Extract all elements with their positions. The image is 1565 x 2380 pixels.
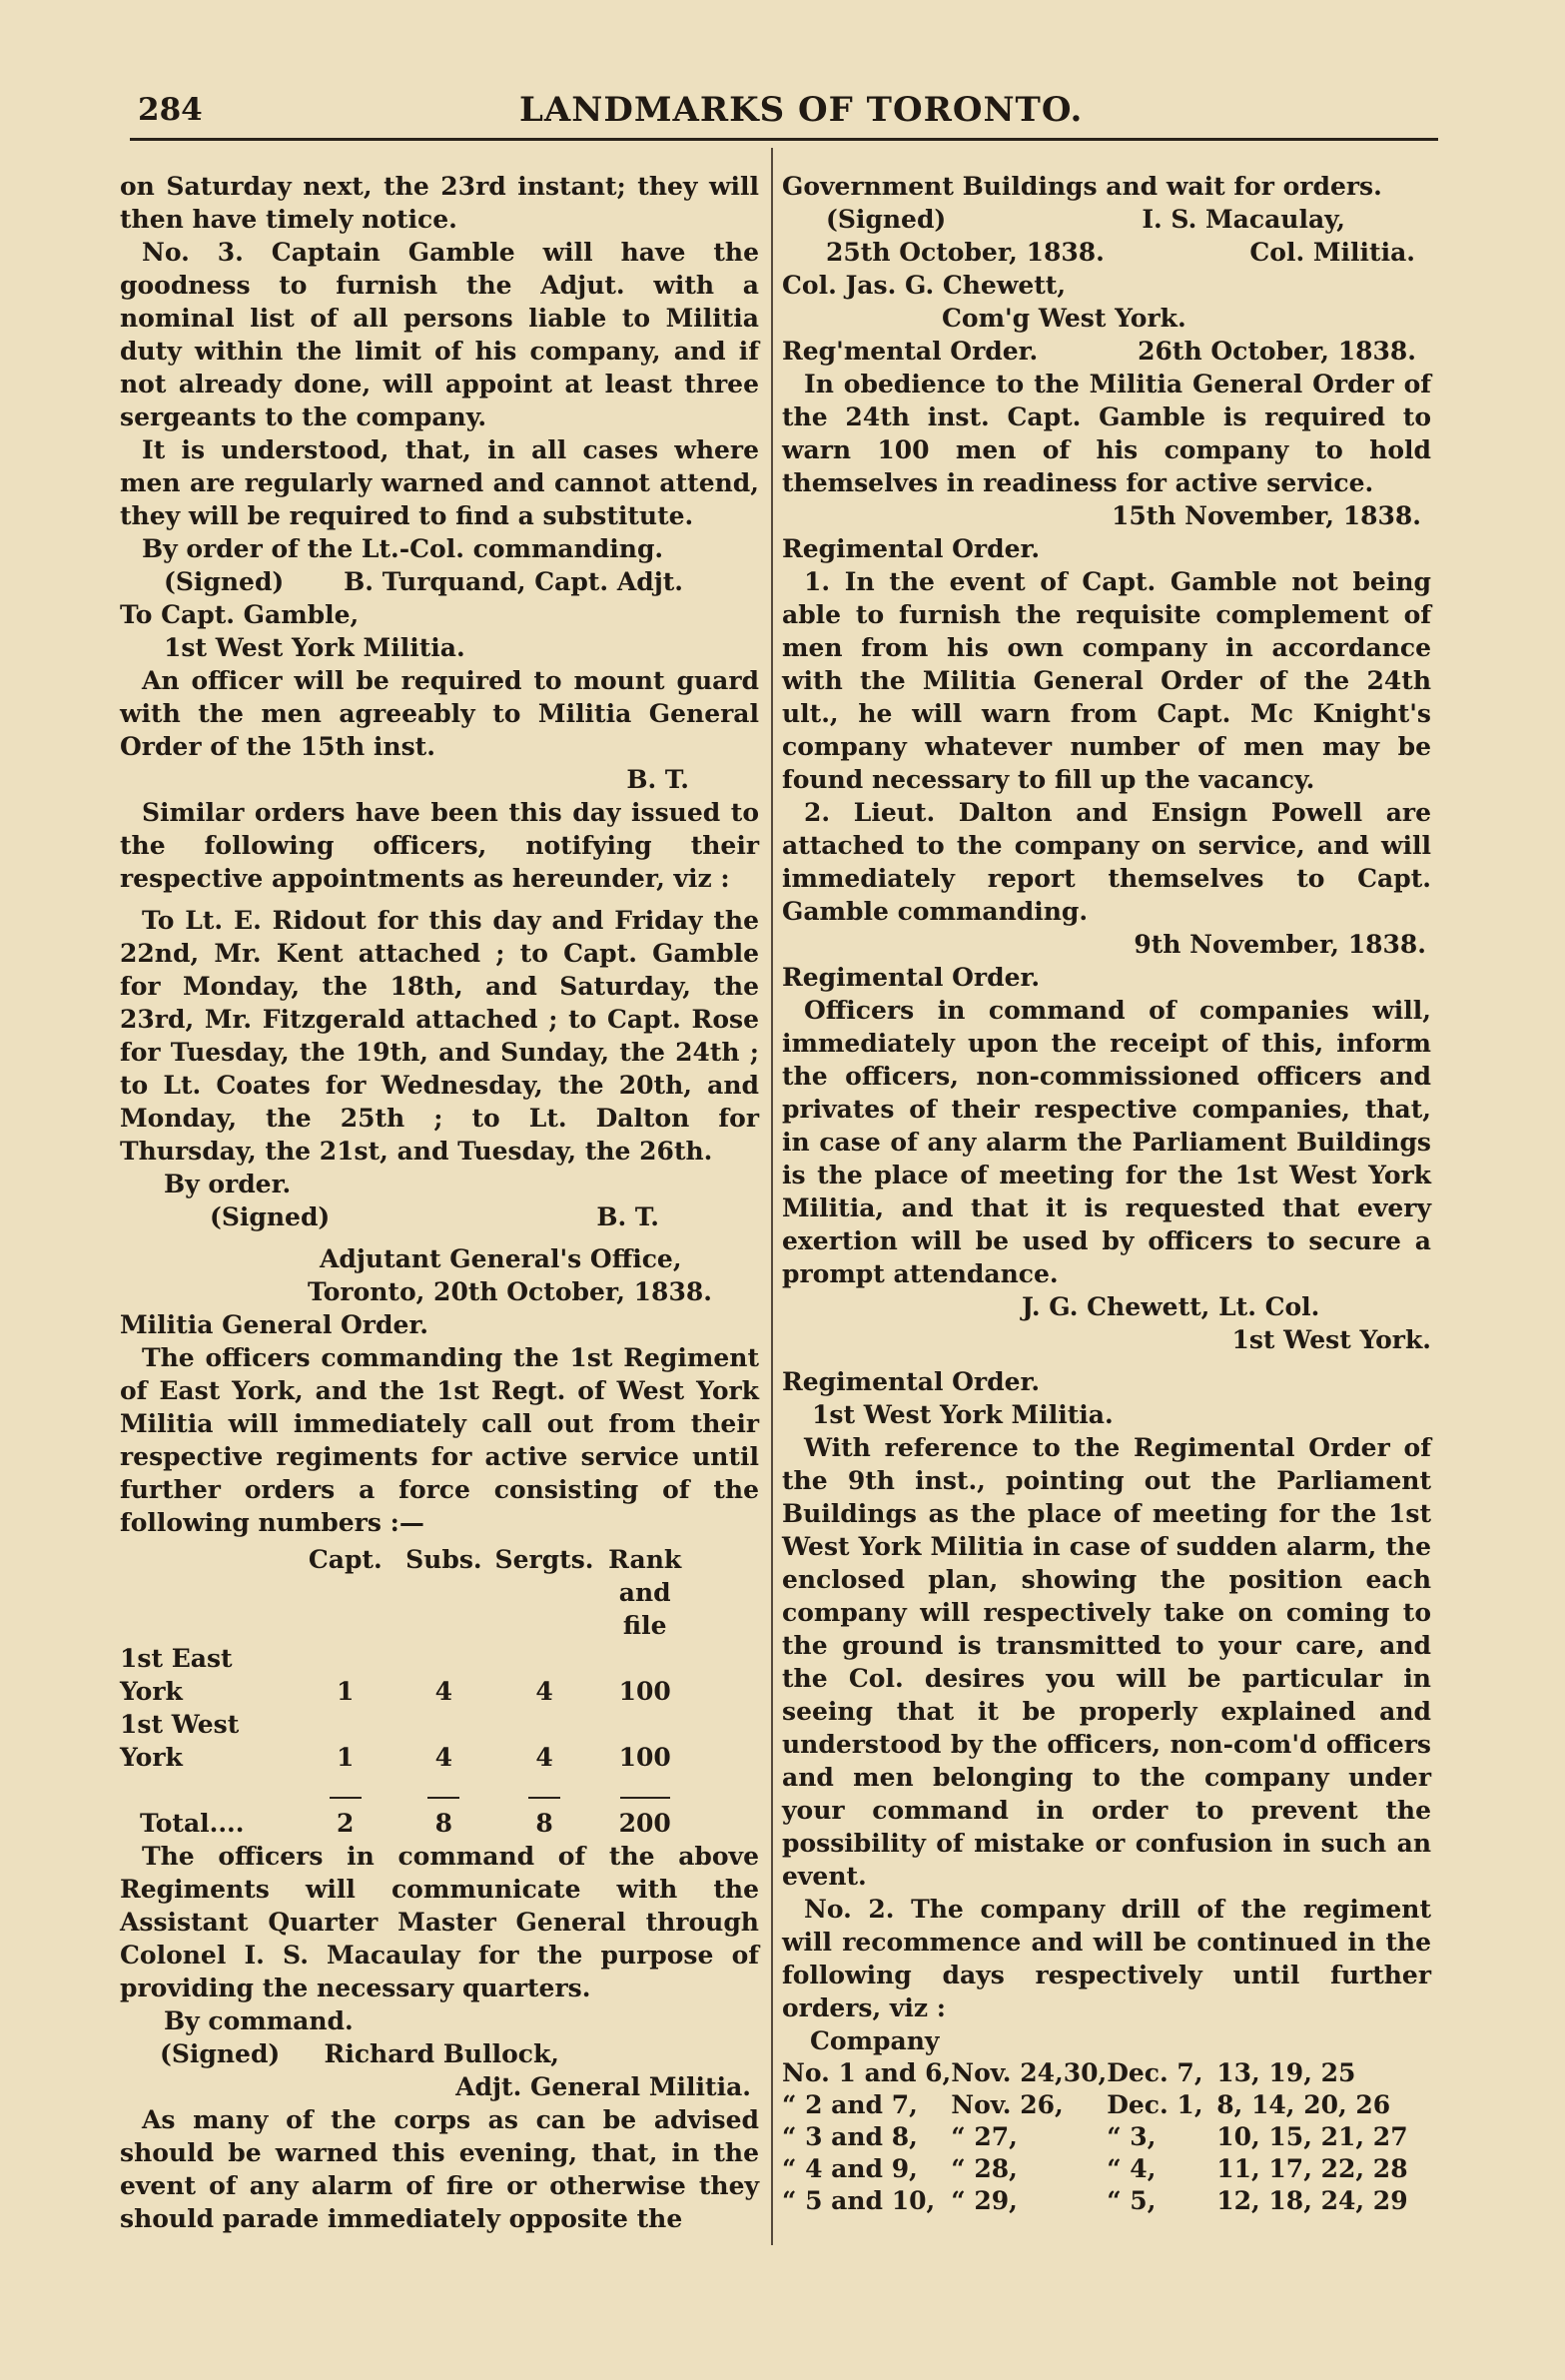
- by-order: By order.: [164, 1170, 292, 1198]
- cell: 100: [618, 1677, 671, 1706]
- drill-schedule-table: [782, 2057, 1421, 2217]
- table-header: [120, 1543, 694, 1576]
- paragraph: 2. Lieut. Dalton and Ensign Powell are attached to the company on service, and will immediately report themselves to Capt. Gamble commanding.: [782, 798, 1431, 926]
- page-header: [130, 84, 1438, 144]
- header-rule: [130, 138, 1438, 141]
- left-column: [120, 170, 759, 2235]
- cell: 200: [618, 1809, 671, 1838]
- signed-label: (Signed): [210, 1202, 331, 1231]
- signatory: I. S. Macaulay,: [1142, 205, 1345, 234]
- row-label: Total....: [140, 1809, 245, 1838]
- signatory-title: Col. Militia.: [1249, 238, 1415, 267]
- paragraph: on Saturday next, the 23rd instant; they will then have timely notice.: [120, 172, 759, 234]
- date: 9th November, 1838.: [1134, 930, 1426, 959]
- paragraph: The officers in command of the above Regiments will communicate with the Assistant Quarter Master General through Colonel I. S. Macaulay for the purpose of providing the necessary quarters.: [120, 1842, 759, 2002]
- cell: 8: [535, 1809, 553, 1838]
- table-rule-row: [120, 1774, 694, 1807]
- column-header: and file: [618, 1578, 671, 1640]
- signature-line: [120, 565, 683, 598]
- paragraph: To Lt. E. Ridout for this day and Friday the 22nd, Mr. Kent attached ; to Capt. Gamble for Monday, the 18th, and Saturday, the 23rd, Mr. Fitzgerald attached ; to Capt. Rose for Tuesday, the 19th, and Sunday, the 24th ; to Lt. Coates for Wednesday, the 20th, and Monday, the 25th ; to Lt. Dalton for Thursday, the 21st, and Tuesday, the 26th.: [120, 906, 759, 1166]
- cell: 10, 15, 21, 27: [1216, 2122, 1408, 2151]
- column-header: Subs.: [405, 1545, 482, 1574]
- order-heading: Regimental Order.: [782, 534, 1041, 563]
- initials: B. T.: [626, 765, 689, 794]
- cell: Nov. 26,: [951, 2090, 1064, 2119]
- signed-label: (Signed): [160, 2039, 281, 2068]
- office-line: Adjutant General's Office,: [320, 1244, 682, 1273]
- cell: [1064, 2089, 1108, 2121]
- dateline: [782, 236, 1415, 269]
- signatory: B. T.: [596, 1202, 659, 1231]
- date: 26th October, 1838.: [1138, 337, 1416, 366]
- cell: [1064, 2185, 1108, 2217]
- paragraph: As many of the corps as can be advised should be warned this evening, that, in the event of any alarm of fire or otherwise they should parade immediately opposite the: [120, 2105, 759, 2233]
- addressee-unit: Com'g West York.: [942, 304, 1186, 333]
- addressee-unit: 1st West York Militia.: [164, 633, 465, 662]
- column-header: Sergts.: [494, 1545, 594, 1574]
- cell: Dec. 7,: [1107, 2058, 1203, 2087]
- cell: [1064, 2153, 1108, 2185]
- cell: 11, 17, 22, 28: [1216, 2154, 1408, 2183]
- cell: “ 4,: [1107, 2154, 1157, 2183]
- order-subheading: 1st West York Militia.: [812, 1400, 1114, 1429]
- column-divider: [771, 148, 773, 2245]
- company-label: Company: [810, 2026, 940, 2055]
- signatory-title: Adjt. General Militia.: [455, 2072, 751, 2101]
- paragraph: With reference to the Regimental Order of the 9th inst., pointing out the Parliament Buildings as the place of meeting for the 1st West York Militia in case of sudden alarm, the enclosed plan, showing the position each company will respectively take on coming to the ground is transmitted to your care, and the Col. desires you will be particular in seeing that it be properly explained and understood by the officers, non-com'd officers and men belonging to the company under your command in order to prevent the possibility of mistake or confusion in such an event.: [782, 1433, 1431, 1891]
- table-row: [782, 2121, 1421, 2153]
- table-row: [782, 2057, 1421, 2089]
- page-number: 284: [138, 92, 203, 128]
- paragraph: Similar orders have been this day issued to the following officers, notifying their respective appointments as hereunder, viz :: [120, 798, 759, 893]
- column-header: Rank: [608, 1545, 682, 1574]
- order-heading: Militia General Order.: [120, 1310, 428, 1339]
- cell: Dec. 1,: [1107, 2090, 1203, 2119]
- signatory-title: 1st West York.: [1231, 1325, 1431, 1354]
- cell: 8, 14, 20, 26: [1216, 2090, 1391, 2119]
- order-heading: Reg'mental Order.: [782, 337, 1039, 366]
- paragraph: In obedience to the Militia General Order of the 24th inst. Capt. Gamble is required to warn 100 men of his company to hold themselves in readiness for active service.: [782, 370, 1431, 497]
- cell: 2: [337, 1809, 355, 1838]
- right-column: [782, 170, 1431, 2217]
- signatory: Richard Bullock,: [324, 2039, 559, 2068]
- by-command: By command.: [164, 2006, 354, 2035]
- cell: 4: [535, 1677, 553, 1706]
- paragraph: It is understood, that, in all cases where men are regularly warned and cannot attend, they will be required to find a substitute.: [120, 435, 759, 530]
- signatory: B. Turquand, Capt. Adjt.: [344, 567, 683, 596]
- cell: “ 4 and 9,: [782, 2154, 918, 2183]
- table-row: [782, 2153, 1421, 2185]
- order-heading: Regimental Order.: [782, 963, 1041, 992]
- table-row: [120, 1708, 694, 1774]
- cell: 100: [618, 1743, 671, 1772]
- cell: 8: [434, 1809, 453, 1838]
- table-total-row: [120, 1807, 694, 1840]
- paragraph: 1. In the event of Capt. Gamble not being able to furnish the requisite complement of men from his own company in accordance with the Militia General Order of the 24th ult., he will warn from Capt. Mc Knight's company whatever number of men may be found necessary to fill up the vacancy.: [782, 567, 1431, 794]
- cell: “ 2 and 7,: [782, 2090, 918, 2119]
- signed-label: (Signed): [164, 567, 285, 596]
- cell: 4: [434, 1743, 453, 1772]
- cell: “ 5 and 10,: [782, 2186, 936, 2215]
- table-row: [120, 1642, 694, 1708]
- cell: “ 3 and 8,: [782, 2122, 918, 2151]
- cell: [1064, 2121, 1108, 2153]
- cell: 4: [434, 1677, 453, 1706]
- signatory: J. G. Chewett, Lt. Col.: [1022, 1292, 1320, 1321]
- signature-line: [782, 203, 1345, 236]
- order-heading-line: [782, 335, 1416, 368]
- cell: 1: [337, 1677, 355, 1706]
- cell: “ 5,: [1107, 2186, 1157, 2215]
- paragraph: Officers in command of companies will, immediately upon the receipt of this, inform the officers, non-commissioned officers and privates of their respective companies, that, in case of any alarm the Parliament Buildings is the place of meeting for the 1st West York Militia, and that it is requested that every exertion will be used by officers to secure a prompt attendance.: [782, 996, 1431, 1288]
- row-label: 1st East York: [120, 1644, 233, 1706]
- cell: “ 3,: [1107, 2122, 1157, 2151]
- table-header-extra: [120, 1576, 694, 1642]
- date: 15th November, 1838.: [1111, 501, 1421, 530]
- row-label: 1st West York: [120, 1710, 240, 1772]
- dateline: Toronto, 20th October, 1838.: [308, 1277, 712, 1306]
- signed-label: (Signed): [826, 205, 947, 234]
- paragraph: No. 2. The company drill of the regiment will recommence and will be continued in the following days respectively until further orders, viz :: [782, 1895, 1431, 2022]
- paragraph: An officer will be required to mount guard with the men agreeably to Militia General Order of the 15th inst.: [120, 666, 759, 761]
- cell: No. 1 and 6,: [782, 2058, 952, 2087]
- cell: 30,: [1063, 2058, 1108, 2087]
- paragraph: No. 3. Captain Gamble will have the goodness to furnish the Adjut. with a nominal list of all persons liable to Militia duty within the limit of his company, and if not already done, will appoint at least three sergeants to the company.: [120, 238, 759, 431]
- date: 25th October, 1838.: [826, 238, 1105, 267]
- cell: “ 29,: [951, 2186, 1018, 2215]
- cell: 4: [535, 1743, 553, 1772]
- table-row: [782, 2089, 1421, 2121]
- militia-table: [120, 1543, 694, 1840]
- table-row: [782, 2185, 1421, 2217]
- paragraph: By order of the Lt.-Col. commanding.: [142, 534, 664, 563]
- signature-line: [120, 2037, 559, 2070]
- paragraph: The officers commanding the 1st Regiment of East York, and the 1st Regt. of West York Militia will immediately call out from their respective regiments for active service until further orders a force consisting of the following numbers :—: [120, 1343, 759, 1537]
- cell: Nov. 24,: [951, 2058, 1064, 2087]
- addressee: Col. Jas. G. Chewett,: [782, 271, 1067, 300]
- cell: 13, 19, 25: [1216, 2058, 1356, 2087]
- cell: “ 27,: [951, 2122, 1018, 2151]
- cell: 1: [337, 1743, 355, 1772]
- signature-line: [120, 1200, 659, 1233]
- paragraph: Government Buildings and wait for orders.: [782, 172, 1382, 201]
- cell: “ 28,: [951, 2154, 1018, 2183]
- cell: 12, 18, 24, 29: [1216, 2186, 1408, 2215]
- order-heading: Regimental Order.: [782, 1367, 1041, 1396]
- running-title: LANDMARKS OF TORONTO.: [519, 90, 1084, 130]
- addressee: To Capt. Gamble,: [120, 600, 360, 629]
- column-header: Capt.: [308, 1545, 383, 1574]
